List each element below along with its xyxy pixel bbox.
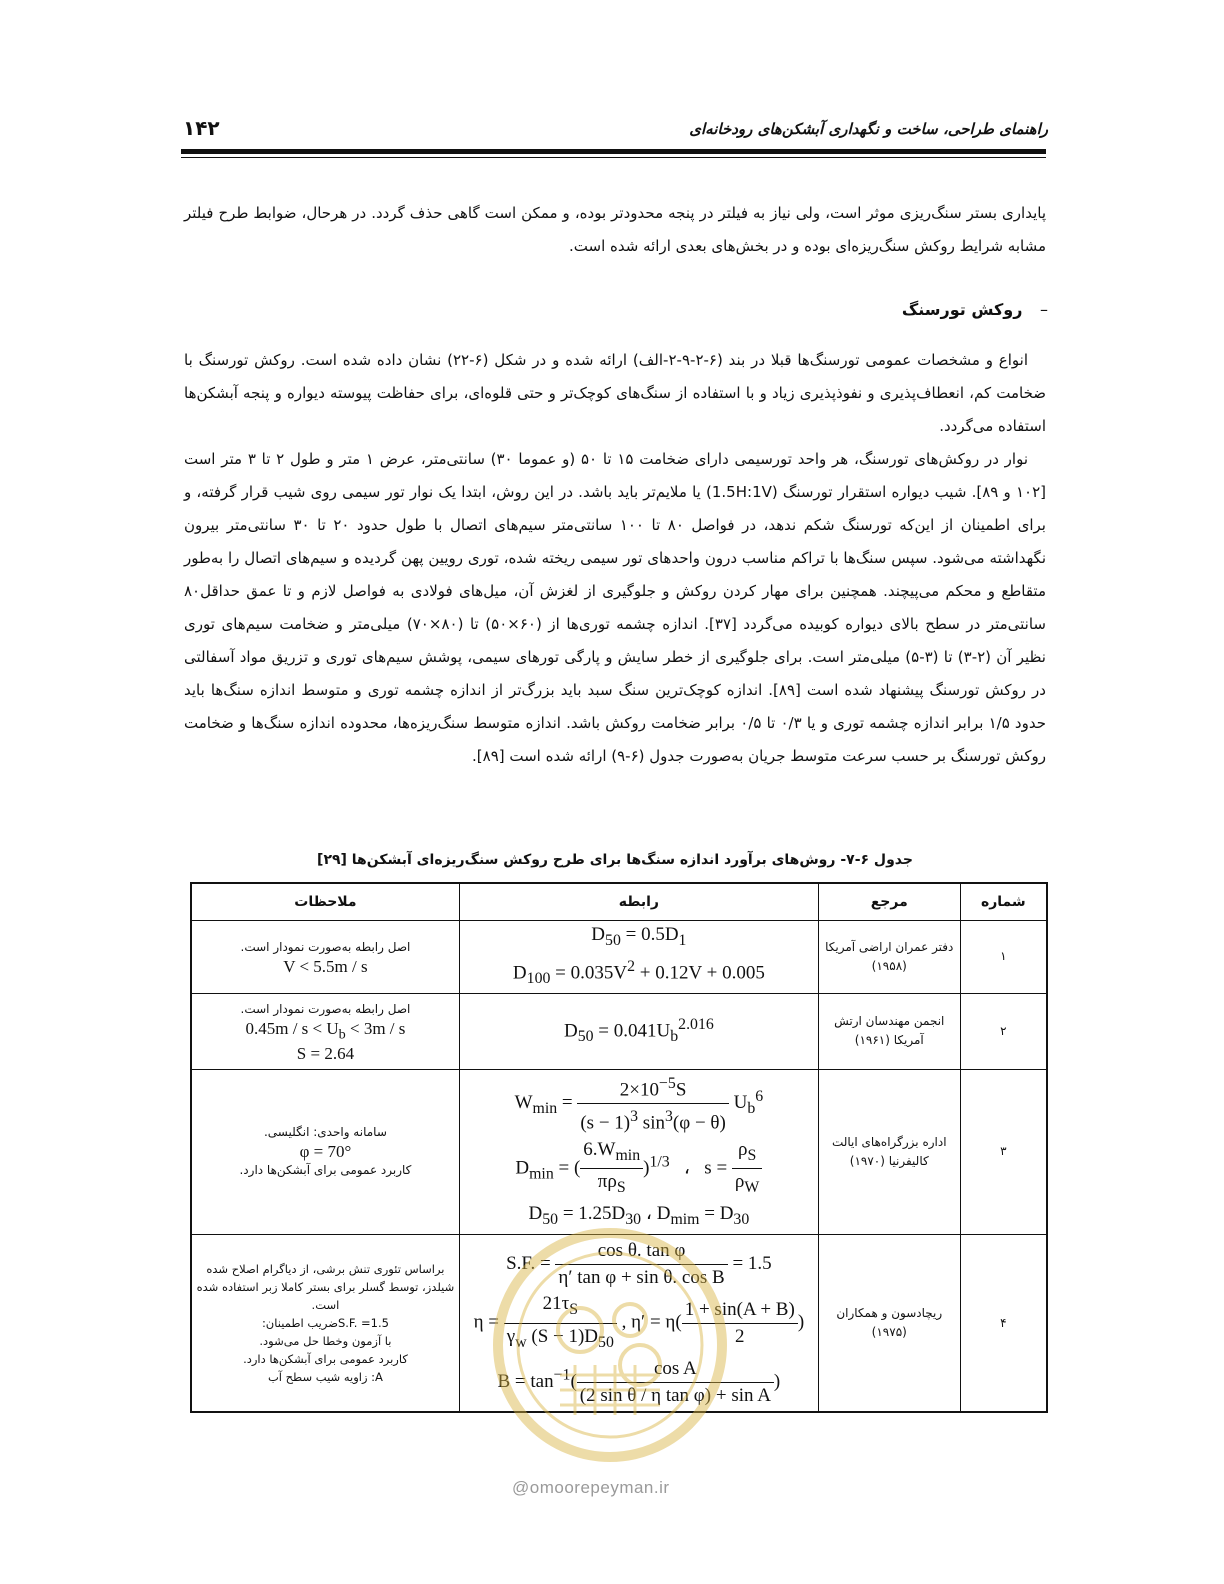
table-caption: جدول ۶-۷- روش‌های برآورد اندازه سنگ‌ها برای طرح روکش سنگ‌ریزه‌ای آبشکن‌ها [۲۹] bbox=[317, 852, 913, 868]
table-row bbox=[191, 921, 1047, 994]
row-relation bbox=[459, 1234, 818, 1412]
row-number: ۴ bbox=[960, 1234, 1047, 1412]
at-icon: @ bbox=[512, 1478, 530, 1497]
formula-dmin: $D_{min}$ = ( $\frac{6.W_{min}}{\pi\rho_S}$ )$^{1/3}$ ، s = $\frac{\rho_S}{\rho_W}$ bbox=[461, 1137, 817, 1202]
formula-eta: η = $\frac{21\tau_S}{\gamma_w (S - 1)D_{50}}$ , η′ = η( $\frac{1 + \sin(A + B)}{2}$ ) bbox=[461, 1291, 817, 1356]
formula-d100: $D_{100} = 0.035V^2 + 0.12V + 0.005$ bbox=[512, 957, 765, 987]
row-reference: ریچادسون و همکاران (۱۹۷۵) bbox=[818, 1234, 960, 1412]
remark-line: S = 2.64 bbox=[296, 1044, 355, 1064]
remark-line: سامانه واحدی: انگلیسی. bbox=[263, 1125, 387, 1140]
row-number: ۱ bbox=[960, 921, 1047, 994]
table-row bbox=[191, 1234, 1047, 1412]
watermark-site bbox=[512, 1478, 670, 1498]
row-relation bbox=[459, 921, 818, 994]
intro-paragraph: پایداری بستر سنگ‌ریزی موثر است، ولی نیاز به فیلتر در پنجه محدودتر بوده، و ممکن است گاهی حذف گردد. در هرحال، ضوابط طرح فیلتر مشابه شرایط روکش سنگ‌ریزه‌ای بوده و در بخش‌های بعدی ارائه شده است. bbox=[184, 204, 1046, 255]
row-remarks bbox=[191, 921, 459, 994]
remark-line: کاربرد عمومی برای آبشکن‌ها دارد. bbox=[239, 1163, 412, 1178]
body-paragraphs bbox=[184, 344, 1046, 773]
paragraph-2: نوار در روکش‌های تورسنگ، هر واحد تورسیمی دارای ضخامت ۱۵ تا ۵۰ (و عموما ۳۰) سانتی‌متر، عرض ۱ متر و طول ۲ تا ۳ متر است [۱۰۲ و ۸۹]. شیب دیواره استقرار تورسنگ (1.5H:1V) یا ملایم‌تر باید باشد. در این روش، ابتدا یک نوار تور سیمی روی شیب قرار گرفته، و برای اطمینان از این‌که تورسنگ شکم ندهد، در فواصل ۸۰ تا ۱۰۰ سانتی‌متر سیم‌های اتصال با طول حدود ۲۰ تا ۳۰ سانتی‌متر بیرون نگهداشته می‌شود. سپس سنگ‌ها با تراکم مناسب درون واحدهای تور سیمی ریخته شده، توری رویین پهن گردیده و سیم‌های اتصال را به‌طور متقاطع و محکم می‌پیچند. همچنین برای مهار کردن روکش و جلوگیری از لغزش آن، میل‌های فولادی به فواصل لازم و تا عمق حداقل۸۰ سانتی‌متر در سطح بالای دیواره کوبیده می‌گردد [۳۷]. اندازه چشمه توری‌ها از (۶۰×۵۰) تا (۸۰×۷۰) میلی‌متر و ضخامت سیم‌های توری نظیر آن (۲-۳) تا (۳-۵) میلی‌متر است. برای جلوگیری از خطر سایش و پارگی تورهای سیمی، پوشش سیم‌های توری و تزریق مواد آسفالتی در روکش تورسنگ پیشنهاد شده است [۸۹]. اندازه کوچک‌ترین سنگ سبد باید بزرگ‌تر از اندازه چشمه توری و متوسط اندازه سنگ‌ها باید حدود ۱/۵ برابر اندازه چشمه توری و یا ۰/۳ تا ۰/۵ برابر ضخامت روکش باشد. اندازه متوسط سنگ‌ریزه‌ها، محدوده اندازه سنگ‌ها و ضخامت روکش تورسنگ بر حسب سرعت متوسط جریان به‌صورت جدول (۶-۹) ارائه شده است [۸۹]. bbox=[184, 450, 1046, 765]
row-number: ۲ bbox=[960, 993, 1047, 1069]
row-number: ۳ bbox=[960, 1069, 1047, 1234]
watermark-site-text: omoorepeyman.ir bbox=[529, 1478, 670, 1497]
formula-b: $B = \tan^{-1}$( $\frac{\text{cos A}}{\text{(2 sin θ / η tan φ) + sin A}}$ ) bbox=[461, 1356, 817, 1409]
remark-line: $0.45m / s < U_b < 3m / s$ bbox=[245, 1018, 406, 1043]
row-relation bbox=[459, 993, 818, 1069]
remark-line: φ = 70° bbox=[299, 1142, 352, 1162]
row-relation bbox=[459, 1069, 818, 1234]
remark-line: کاربرد عمومی برای آبشکن‌ها دارد. bbox=[243, 1352, 408, 1367]
header-number: شماره bbox=[960, 883, 1047, 921]
formula-d50-d30: $D_{50} = 1.25D_{30}$ ، $D_{mim} = D_{30}$ bbox=[528, 1203, 750, 1228]
formula-d50: $D_{50} = 0.5D_1$ bbox=[591, 924, 687, 949]
intro-paragraph-block bbox=[184, 197, 1046, 263]
page-number: ۱۴۲ bbox=[183, 116, 220, 140]
stone-size-table bbox=[190, 882, 1048, 1413]
remark-line: اصل رابطه به‌صورت نمودار است. bbox=[240, 939, 411, 954]
section-title: روکش تورسنگ bbox=[901, 300, 1023, 319]
section-dash: – bbox=[1040, 300, 1048, 319]
table-row bbox=[191, 993, 1047, 1069]
formula-d50-u: $D_{50} = 0.041U_b^{2.016}$ bbox=[563, 1016, 714, 1046]
header-remarks: ملاحظات bbox=[191, 883, 459, 921]
header-reference: مرجع bbox=[818, 883, 960, 921]
remark-line: S.F. =1.5ضریب اطمینان: bbox=[261, 1316, 389, 1331]
table-row bbox=[191, 1069, 1047, 1234]
table-header-row bbox=[191, 883, 1047, 921]
formula-wmin: $W_{min}$ = $\frac{2\times 10^{-5}S}{(s - 1)^3 \sin^3(\varphi - \theta)}$ $U_b^6$ bbox=[461, 1071, 817, 1137]
paragraph-1: انواع و مشخصات عمومی تورسنگ‌ها قبلا در بند (۶-۲-۹-۲-الف) ارائه شده و در شکل (۶-۲۲) نشان داده شده است. روکش تورسنگ با ضخامت کم، انعطاف‌پذیری و نفوذپذیری زیاد و با استفاده از سنگ‌های کوچک‌تر و حتی قلوه‌ای، برای حفاظت پیوسته دیواره و پنجه آبشکن‌ها استفاده می‌گردد. bbox=[184, 351, 1046, 435]
remark-line: اصل رابطه به‌صورت نمودار است. bbox=[240, 1001, 411, 1016]
formula-safety-factor: S.F. = $\frac{\text{cos θ. tan φ}}{\text{η′ tan φ + sin θ. cos B}}$ = 1.5 bbox=[461, 1238, 817, 1291]
remark-line: با آزمون وخطا حل می‌شود. bbox=[259, 1334, 392, 1349]
row-reference: انجمن مهندسان ارتش آمریکا (۱۹۶۱) bbox=[818, 993, 960, 1069]
remark-line: A: زاویه شیب سطح آب bbox=[267, 1370, 383, 1385]
row-remarks bbox=[191, 1069, 459, 1234]
remark-line: V < 5.5m / s bbox=[283, 956, 368, 976]
header-relation: رابطه bbox=[459, 883, 818, 921]
header-rule-thin bbox=[181, 157, 1046, 158]
row-reference: دفتر عمران اراضی آمریکا (۱۹۵۸) bbox=[818, 921, 960, 994]
row-remarks bbox=[191, 1234, 459, 1412]
row-reference: اداره بزرگراه‌های ایالت کالیفرنیا (۱۹۷۰) bbox=[818, 1069, 960, 1234]
remark-line: براساس تئوری تنش برشی، از دیاگرام اصلاح شده شیلدز، توسط گسلر برای بستر کاملا زبر استفاده شده است. bbox=[196, 1262, 455, 1313]
row-remarks bbox=[191, 993, 459, 1069]
section-heading bbox=[902, 300, 1048, 319]
running-title: راهنمای طراحی، ساخت و نگهداری آبشکن‌های رودخانه‌ای bbox=[689, 120, 1048, 138]
header-rule-thick bbox=[181, 149, 1046, 154]
